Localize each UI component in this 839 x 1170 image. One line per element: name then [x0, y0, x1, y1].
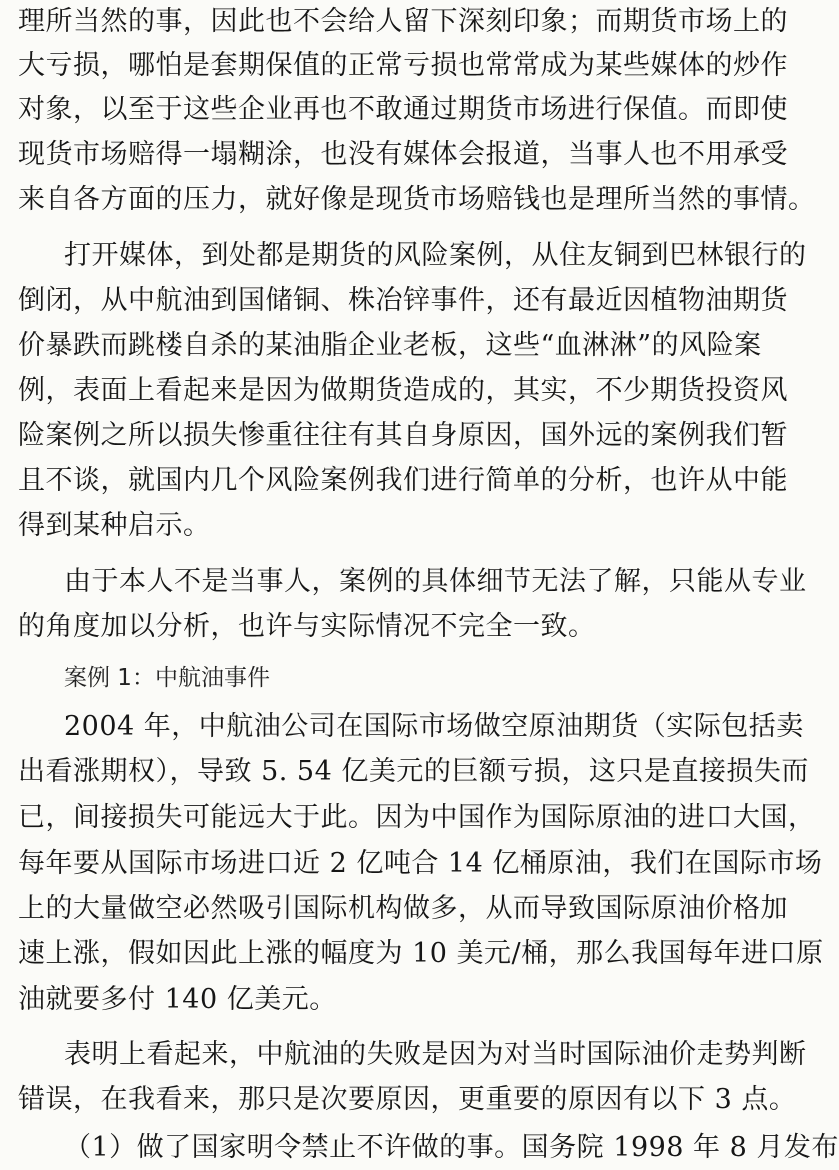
text-line: 由于本人不是当事人，案例的具体细节无法了解，只能从专业: [64, 566, 807, 597]
text-line: 油就要多付 140 亿美元。: [18, 984, 337, 1015]
text-line: 对象，以至于这些企业再也不敢通过期货市场进行保值。而即使: [18, 94, 788, 125]
text-line: 每年要从国际市场进口近 2 亿吨合 14 亿桶原油，我们在国际市场: [18, 848, 823, 879]
text-line: 出看涨期权），导致 5. 54 亿美元的巨额亏损，这只是直接损失而: [18, 756, 809, 787]
text-line: 打开媒体，到处都是期货的风险案例，从住友铜到巴林银行的: [64, 240, 807, 271]
section-heading: 案例 1：中航油事件: [64, 665, 270, 691]
text-line: 大亏损，哪怕是套期保值的正常亏损也常常成为某些媒体的炒作: [18, 50, 788, 81]
text-line: 2004 年，中航油公司在国际市场做空原油期货（实际包括卖: [64, 711, 804, 742]
text-line: 理所当然的事，因此也不会给人留下深刻印象；而期货市场上的: [18, 6, 788, 37]
text-line: 表明上看起来，中航油的失败是因为对当时国际油价走势判断: [64, 1039, 807, 1070]
text-line: 倒闭，从中航油到国储铜、株冶锌事件，还有最近因植物油期货: [18, 285, 788, 316]
text-line: 来自各方面的压力，就好像是现货市场赔钱也是理所当然的事情。: [18, 184, 816, 215]
text-line: 且不谈，就国内几个风险案例我们进行简单的分析，也许从中能: [18, 465, 788, 496]
text-line: 已，间接损失可能远大于此。因为中国作为国际原油的进口大国，: [18, 802, 816, 833]
text-line: 险案例之所以损失惨重往往有其自身原因，国外远的案例我们暂: [18, 420, 788, 451]
text-line: 的角度加以分析，也许与实际情况不完全一致。: [18, 611, 596, 642]
text-line: 错误，在我看来，那只是次要原因，更重要的原因有以下 3 点。: [18, 1084, 797, 1115]
text-line: （1）做了国家明令禁止不许做的事。国务院 1998 年 8 月发布: [64, 1132, 839, 1163]
text-line: 现货市场赔得一塌糊涂，也没有媒体会报道，当事人也不用承受: [18, 139, 788, 170]
text-line: 得到某种启示。: [18, 510, 211, 541]
text-line: 上的大量做空必然吸引国际机构做多，从而导致国际原油价格加: [18, 893, 788, 924]
text-line: 例，表面上看起来是因为做期货造成的，其实，不少期货投资风: [18, 375, 788, 406]
text-line: 速上涨，假如因此上涨的幅度为 10 美元/桶，那么我国每年进口原: [18, 938, 824, 969]
text-line: 价暴跌而跳楼自杀的某油脂企业老板，这些“血淋淋”的风险案: [18, 330, 762, 361]
